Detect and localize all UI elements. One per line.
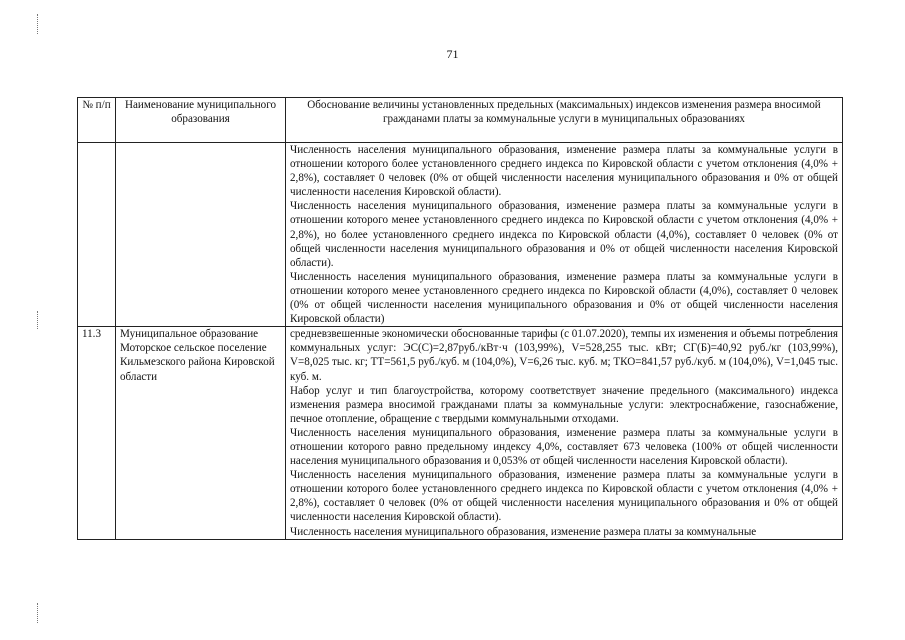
row-municipality-name bbox=[116, 143, 286, 327]
scan-edge-mark-top bbox=[37, 14, 39, 34]
row-justification bbox=[286, 327, 843, 539]
paragraph: Численность населения муниципального образования, изменение размера платы за коммунальные услуги в отношении которого равно предельному индексу 4,0%, составляет 673 человека (100% от общей численности населения муниципального образования и 0,053% от общей численности населения Кировской области). bbox=[290, 426, 838, 468]
row-municipality-name: Муниципальное образование Моторское сельское поселение Кильмезского района Кировской области bbox=[116, 327, 286, 539]
page-number: 71 bbox=[446, 47, 459, 61]
table-header-row bbox=[78, 98, 843, 143]
paragraph: Численность населения муниципального образования, изменение размера платы за коммунальные услуги в отношении которого менее установленного среднего индекса по Кировской области (4,0%), составляет 0 человек (0% от общей численности населения муниципального образования и 0% от общей численности населения Кировской области) bbox=[290, 270, 838, 326]
scan-edge-mark-middle bbox=[37, 311, 39, 329]
table-row-continuation bbox=[78, 143, 843, 327]
row-num bbox=[78, 143, 116, 327]
row-justification bbox=[286, 143, 843, 327]
header-justification: Обоснование величины установленных предельных (максимальных) индексов изменения размера вносимой гражданами платы за коммунальные услуги в муниципальных образованиях bbox=[286, 98, 843, 143]
paragraph: Численность населения муниципального образования, изменение размера платы за коммунальные услуги в отношении которого более установленного среднего индекса по Кировской области с учетом отклонения (4,0% + 2,8%), составляет 0 человек (0% от общей численности населения муниципального образования и 0% от общей численности населения Кировской области). bbox=[290, 144, 838, 199]
paragraph: средневзвешенные экономически обоснованные тарифы (с 01.07.2020), темпы их изменения и объемы потребления коммунальных услуг: ЭС(С)=2,87руб./кВт·ч (103,99%), V=528,255 тыс. кВт; СГ(Б)=40,92 руб./кг (103,99%), V=8,025 тыс. кг; ТТ=561,5 руб./куб. м (104,0%), V=6,26 тыс. куб. м; ТКО=841,57 руб./куб. м (104,0%), V=1,045 тыс. куб. м. bbox=[290, 328, 839, 383]
tariff-index-table bbox=[77, 97, 843, 540]
table-row-11-3 bbox=[78, 327, 843, 539]
paragraph: Численность населения муниципального образования, изменение размера платы за коммунальные услуги в отношении которого более установленного среднего индекса по Кировской области с учетом отклонения (4,0% + 2,8%), составляет 0 человек (0% от общей численности населения муниципального образования и 0% от общей численности населения Кировской области). bbox=[290, 469, 838, 524]
paragraph: Численность населения муниципального образования, изменение размера платы за коммунальные bbox=[290, 525, 757, 538]
paragraph: Набор услуг и тип благоустройства, которому соответствует значение предельного (максимального) индекса изменения размера вносимой гражданами платы за коммунальные услуги: электроснабжение, газоснабжение, печное отопление, обращение с твердыми коммунальными отходами. bbox=[290, 384, 838, 425]
scan-edge-mark-bottom bbox=[37, 603, 39, 623]
header-num: № п/п bbox=[78, 98, 116, 143]
row-num: 11.3 bbox=[78, 327, 116, 539]
header-municipality-name: Наименование муниципального образования bbox=[116, 98, 286, 143]
paragraph: Численность населения муниципального образования, изменение размера платы за коммунальные услуги в отношении которого менее установленного среднего индекса по Кировской области с учетом отклонения (4,0% + 2,8%), но более установленного среднего индекса по Кировской области (4,0%), составляет 0 человек (0% от общей численности населения муниципального образования и 0% от общей численности населения Кировской области). bbox=[290, 200, 838, 269]
